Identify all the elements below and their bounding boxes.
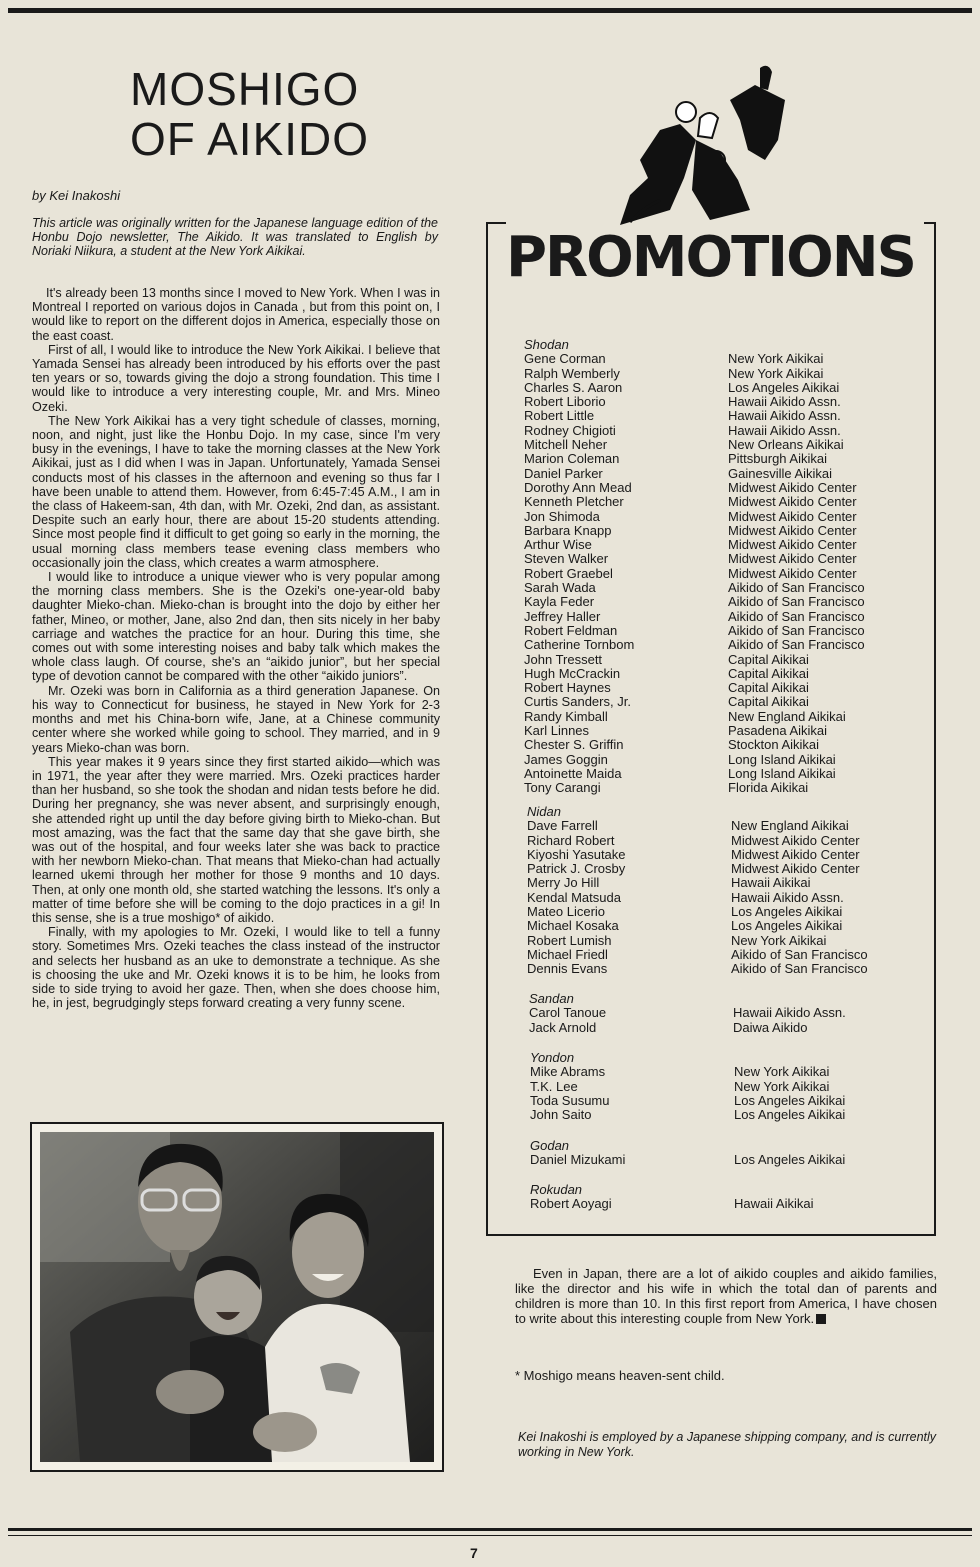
promotion-list: [524, 352, 924, 795]
promotee-name: Jon Shimoda: [524, 508, 600, 524]
promotion-row: [527, 876, 927, 890]
title-line-2: OF AIKIDO: [130, 113, 370, 165]
promotee-name: Ralph Wemberly: [524, 365, 620, 381]
rank-group-godan: [530, 1139, 930, 1168]
promotion-list: [530, 1197, 930, 1211]
promotee-name: John Tressett: [524, 651, 603, 667]
promotee-name: Michael Kosaka: [527, 918, 619, 934]
promotee-name: Mike Abrams: [530, 1064, 606, 1080]
promotion-row: [527, 948, 927, 962]
end-mark-icon: [816, 1314, 826, 1324]
rank-group-rokudan: [530, 1183, 930, 1212]
dojo-name: Los Angeles Aikikai: [731, 918, 843, 934]
dojo-name: Aikido of San Francisco: [728, 594, 865, 610]
promotee-name: Robert Aoyagi: [530, 1196, 612, 1212]
promotion-row: [524, 409, 924, 423]
promotion-row: [524, 395, 924, 409]
promotion-list: [530, 1153, 930, 1167]
dojo-name: Florida Aikikai: [728, 780, 809, 796]
dojo-name: Midwest Aikido Center: [728, 537, 857, 553]
promotion-row: [527, 919, 927, 933]
promotee-name: Richard Robert: [527, 832, 615, 848]
promotee-name: Patrick J. Crosby: [527, 861, 626, 877]
promotee-name: Rodney Chigioti: [524, 422, 616, 438]
closing-paragraph: [515, 1266, 937, 1326]
rank-heading: Rokudan: [530, 1182, 583, 1197]
promotee-name: Curtis Sanders, Jr.: [524, 694, 631, 710]
promotee-name: Toda Susumu: [530, 1092, 610, 1108]
promotee-name: Antoinette Maida: [524, 765, 622, 781]
promotee-name: Robert Feldman: [524, 622, 618, 638]
promotee-name: Dave Farrell: [527, 818, 598, 834]
rank-heading: Godan: [530, 1138, 570, 1153]
dojo-name: Hawaii Aikido Assn.: [728, 408, 841, 424]
promotee-name: Randy Kimball: [524, 708, 608, 724]
dojo-name: New York Aikikai: [734, 1078, 830, 1094]
promotee-name: Michael Friedl: [527, 946, 608, 962]
dojo-name: Midwest Aikido Center: [728, 479, 857, 495]
promotion-row: [524, 767, 924, 781]
rank-heading: Sandan: [529, 991, 574, 1006]
promotee-name: Tony Carangi: [524, 780, 601, 796]
rank-heading: Nidan: [527, 804, 561, 819]
promotion-row: [524, 610, 924, 624]
promotion-row: [524, 438, 924, 452]
top-rule: [8, 8, 972, 13]
promotion-row: [524, 781, 924, 795]
promotee-name: Dennis Evans: [527, 961, 608, 977]
author-note: Kei Inakoshi is employed by a Japanese shipping company, and is currently working in New York.: [518, 1430, 937, 1459]
rank-heading: Yondon: [530, 1050, 575, 1065]
aikido-throw-illustration: [600, 60, 800, 230]
promotion-row: [524, 495, 924, 509]
dojo-name: Capital Aikikai: [728, 651, 809, 667]
closing-text: Even in Japan, there are a lot of aikido couples and aikido families, like the director and his wife in which the total dan of parents and children is more than 10. In this first report from America, I have chosen to write about this interesting couple from New York.: [515, 1266, 937, 1326]
dojo-name: Hawaii Aikido Assn.: [728, 394, 841, 410]
article-paragraph: This year makes it 9 years since they first started aikido—which was in 1971, the year after they were married. Mrs. Ozeki practices harder than her husband, so she took the shodan and nidan tests before he did. During her pregnancy, she was never absent, and surprisingly enough, she attended right up until the day before giving birth to Mieko-chan. But most amazing, was the fact that the same day that she gave birth, she was out of the hospital, and four weeks later she was back to practice with her newborn Mieko-chan. That means that Mieko-chan had actually learned ukemi through her mother for those 9 months and 10 days. Then, at only one month old, she started watching the lessons. It's only a matter of time before she will be coming to the dojo practices in a gi! In this sense, she is a true moshigo* of aikido.: [32, 754, 440, 925]
family-photo: [30, 1122, 444, 1472]
promotion-list: [527, 819, 927, 976]
promotee-name: Daniel Parker: [524, 465, 603, 481]
dojo-name: Aikido of San Francisco: [728, 608, 865, 624]
promotion-row: [527, 834, 927, 848]
promotion-row: [524, 424, 924, 438]
dojo-name: Pasadena Aikikai: [728, 723, 828, 739]
article-paragraph: The New York Aikikai has a very tight schedule of classes, morning, noon, and night, just like the Honbu Dojo. In my case, since I'm very busy in the evenings, I have to take the morning classes at the New York Aikikai, just as I did when I was in Japan. Unfortunately, Yamada Sensei conducts most of his classes in the afternoon and evening so thus far I have been unable to attend them. However, from 6:45-7:45 A.M., I am in the class of Hakeem-san, 4th dan, with Mr. Ozeki, 2nd dan, as assistant. Despite such an early hour, there are about 15-20 students attending. Since most people find it difficult to get going so early in the morning, the usual morning class members tease evening class members who occasionally join the class, which creates a warm atmosphere.: [32, 413, 440, 570]
promotee-name: Charles S. Aaron: [524, 379, 623, 395]
promotee-name: Mateo Licerio: [527, 904, 606, 920]
promotee-name: Kenneth Pletcher: [524, 494, 624, 510]
page-number: 7: [470, 1545, 478, 1561]
promotion-row: [524, 724, 924, 738]
promotee-name: Robert Lumish: [527, 932, 612, 948]
rank-heading: Shodan: [524, 337, 569, 352]
dojo-name: Los Angeles Aikikai: [728, 379, 840, 395]
dojo-name: Midwest Aikido Center: [728, 565, 857, 581]
promotee-name: Carol Tanoue: [529, 1005, 607, 1021]
dojo-name: Gainesville Aikikai: [728, 465, 833, 481]
dojo-name: Los Angeles Aikikai: [734, 1092, 846, 1108]
rank-group-shodan: [524, 338, 924, 796]
promotee-name: Robert Liborio: [524, 394, 606, 410]
dojo-name: Long Island Aikikai: [728, 751, 836, 767]
promotion-row: [530, 1153, 930, 1167]
promotion-list: [529, 1006, 929, 1035]
promotee-name: Hugh McCrackin: [524, 665, 621, 681]
promotee-name: Kiyoshi Yasutake: [527, 846, 626, 862]
promotion-row: [524, 367, 924, 381]
dojo-name: Capital Aikikai: [728, 694, 809, 710]
dojo-name: Capital Aikikai: [728, 680, 809, 696]
dojo-name: Aikido of San Francisco: [731, 946, 868, 962]
dojo-name: New Orleans Aikikai: [728, 437, 844, 453]
promotion-row: [524, 667, 924, 681]
bottom-rule: [8, 1528, 972, 1531]
dojo-name: New York Aikikai: [728, 351, 824, 367]
dojo-name: Midwest Aikido Center: [728, 508, 857, 524]
promotion-row: [527, 891, 927, 905]
promotion-row: [529, 1006, 929, 1020]
article-body: [32, 286, 440, 1010]
promotee-name: Daniel Mizukami: [530, 1152, 626, 1168]
promotion-row: [524, 624, 924, 638]
promotee-name: Kayla Feder: [524, 594, 595, 610]
dojo-name: Hawaii Aikido Assn.: [728, 422, 841, 438]
promotee-name: Robert Haynes: [524, 680, 611, 696]
promotion-row: [524, 481, 924, 495]
promotion-row: [527, 934, 927, 948]
promotion-list: [530, 1065, 930, 1122]
dojo-name: Midwest Aikido Center: [731, 846, 860, 862]
promotion-row: [524, 352, 924, 366]
article-intro: This article was originally written for the Japanese language edition of the Honbu Dojo newsletter, The Aikido. It was translated to English by Noriaki Niikura, a student at the New York Aikikai.: [32, 216, 438, 258]
promotion-row: [524, 467, 924, 481]
promotee-name: James Goggin: [524, 751, 608, 767]
dojo-name: Aikido of San Francisco: [728, 637, 865, 653]
promotion-row: [530, 1094, 930, 1108]
promotion-row: [527, 905, 927, 919]
dojo-name: Midwest Aikido Center: [728, 494, 857, 510]
promotion-row: [524, 581, 924, 595]
promotion-row: [524, 452, 924, 466]
promotion-row: [524, 753, 924, 767]
dojo-name: Hawaii Aikido Assn.: [733, 1005, 846, 1021]
rank-group-nidan: [527, 805, 927, 977]
promotion-row: [524, 381, 924, 395]
promotion-row: [530, 1065, 930, 1079]
footnote: * Moshigo means heaven-sent child.: [515, 1368, 725, 1383]
promotion-row: [529, 1021, 929, 1035]
promotee-name: Steven Walker: [524, 551, 609, 567]
article-paragraph: First of all, I would like to introduce the New York Aikikai. I believe that Yamada Sensei has already been introduced by his efforts over the past ten years or so, towards giving the dojo a strong foundation. This time I would like to introduce a very interesting couple, Mr. and Mrs. Mineo Ozeki.: [32, 342, 440, 414]
promotee-name: Sarah Wada: [524, 580, 596, 596]
family-photo-image: [40, 1132, 434, 1462]
promotee-name: Karl Linnes: [524, 723, 590, 739]
dojo-name: Los Angeles Aikikai: [734, 1152, 846, 1168]
promotee-name: Kendal Matsuda: [527, 889, 621, 905]
promotion-row: [524, 681, 924, 695]
promotee-name: Barbara Knapp: [524, 522, 612, 538]
promotion-row: [527, 962, 927, 976]
dojo-name: Aikido of San Francisco: [731, 961, 868, 977]
promotee-name: Mitchell Neher: [524, 437, 608, 453]
dojo-name: Los Angeles Aikikai: [731, 904, 843, 920]
dojo-name: Hawaii Aikikai: [731, 875, 811, 891]
promotee-name: Marion Coleman: [524, 451, 620, 467]
promotion-row: [524, 738, 924, 752]
rank-group-sandan: [529, 992, 929, 1035]
dojo-name: Hawaii Aikido Assn.: [731, 889, 844, 905]
dojo-name: Midwest Aikido Center: [731, 832, 860, 848]
dojo-name: Capital Aikikai: [728, 665, 809, 681]
dojo-name: Midwest Aikido Center: [728, 551, 857, 567]
promotion-row: [524, 595, 924, 609]
promotee-name: Chester S. Griffin: [524, 737, 624, 753]
dojo-name: Midwest Aikido Center: [731, 861, 860, 877]
dojo-name: Aikido of San Francisco: [728, 622, 865, 638]
dojo-name: New England Aikikai: [731, 818, 849, 834]
promotion-row: [527, 862, 927, 876]
promotee-name: Robert Little: [524, 408, 595, 424]
dojo-name: New York Aikikai: [731, 932, 827, 948]
dojo-name: Stockton Aikikai: [728, 737, 820, 753]
bottom-rule-thin: [8, 1535, 972, 1536]
promotee-name: Gene Corman: [524, 351, 606, 367]
dojo-name: New York Aikikai: [728, 365, 824, 381]
promotion-row: [524, 538, 924, 552]
promotion-row: [527, 848, 927, 862]
byline: by Kei Inakoshi: [32, 188, 121, 203]
promotion-row: [524, 510, 924, 524]
article-paragraph: It's already been 13 months since I moved to New York. When I was in Montreal I reported on various dojos in Canada , but from this point on, I would like to report on the different dojos in America, especially those on the east coast.: [32, 286, 440, 343]
article-paragraph: I would like to introduce a unique viewer who is very popular among the morning class members. She is the Ozeki's one-year-old baby daughter Mieko-chan. Mieko-chan is brought into the dojo by either her father, Mineo, or mother, Jane, also 2nd dan, then sits nicely in her baby carriage and watches the practice for an hour. During this time, she comes out with some interesting noises and baby talk which makes the whole class laugh. Of course, she's an “aikido junior”, but her special type of devotion cannot be compared with the other “aikido juniors”.: [32, 570, 440, 684]
promotee-name: Arthur Wise: [524, 537, 592, 553]
promotion-row: [524, 567, 924, 581]
promotion-row: [530, 1080, 930, 1094]
rank-group-yondon: [530, 1051, 930, 1122]
promotion-row: [524, 653, 924, 667]
promotee-name: Merry Jo Hill: [527, 875, 600, 891]
article-paragraph: Finally, with my apologies to Mr. Ozeki, I would like to tell a funny story. Sometimes Mrs. Ozeki teaches the class instead of the instructor and selects her husband as an uke to demonstrate a technique. As she is choosing the uke and Mr. Ozeki knows it is to be him, he looks from side to side trying to avoid her gaze. Then, when she does choose him, he, in jest, begrudgingly steps forward creating a very funny scene.: [32, 925, 440, 1011]
dojo-name: New England Aikikai: [728, 708, 846, 724]
dojo-name: Hawaii Aikikai: [734, 1196, 814, 1212]
promotions-title: PROMOTIONS: [506, 225, 915, 290]
promotion-row: [527, 819, 927, 833]
article-title: [130, 64, 369, 164]
dojo-name: Aikido of San Francisco: [728, 580, 865, 596]
dojo-name: Los Angeles Aikikai: [734, 1107, 846, 1123]
promotion-row: [524, 695, 924, 709]
dojo-name: Pittsburgh Aikikai: [728, 451, 827, 467]
title-line-1: MOSHIGO: [130, 63, 360, 115]
promotion-row: [524, 552, 924, 566]
dojo-name: New York Aikikai: [734, 1064, 830, 1080]
promotee-name: T.K. Lee: [530, 1078, 578, 1094]
promotion-row: [524, 524, 924, 538]
promotee-name: Jack Arnold: [529, 1019, 597, 1035]
promotee-name: Dorothy Ann Mead: [524, 479, 632, 495]
dojo-name: Daiwa Aikido: [733, 1019, 808, 1035]
promotion-row: [530, 1108, 930, 1122]
article-paragraph: Mr. Ozeki was born in California as a third generation Japanese. On his way to Connecticut for business, he stayed in New York for 2-3 months and met his China-born wife, Jane, at a Chinese community center where she worked while going to school. They married, and in 9 years Mieko-chan was born.: [32, 683, 440, 755]
promotee-name: Jeffrey Haller: [524, 608, 601, 624]
promotee-name: John Saito: [530, 1107, 592, 1123]
promotion-row: [530, 1197, 930, 1211]
dojo-name: Midwest Aikido Center: [728, 522, 857, 538]
promotion-row: [524, 710, 924, 724]
dojo-name: Long Island Aikikai: [728, 765, 836, 781]
promotee-name: Robert Graebel: [524, 565, 613, 581]
promotee-name: Catherine Tornbom: [524, 637, 635, 653]
promotion-row: [524, 638, 924, 652]
